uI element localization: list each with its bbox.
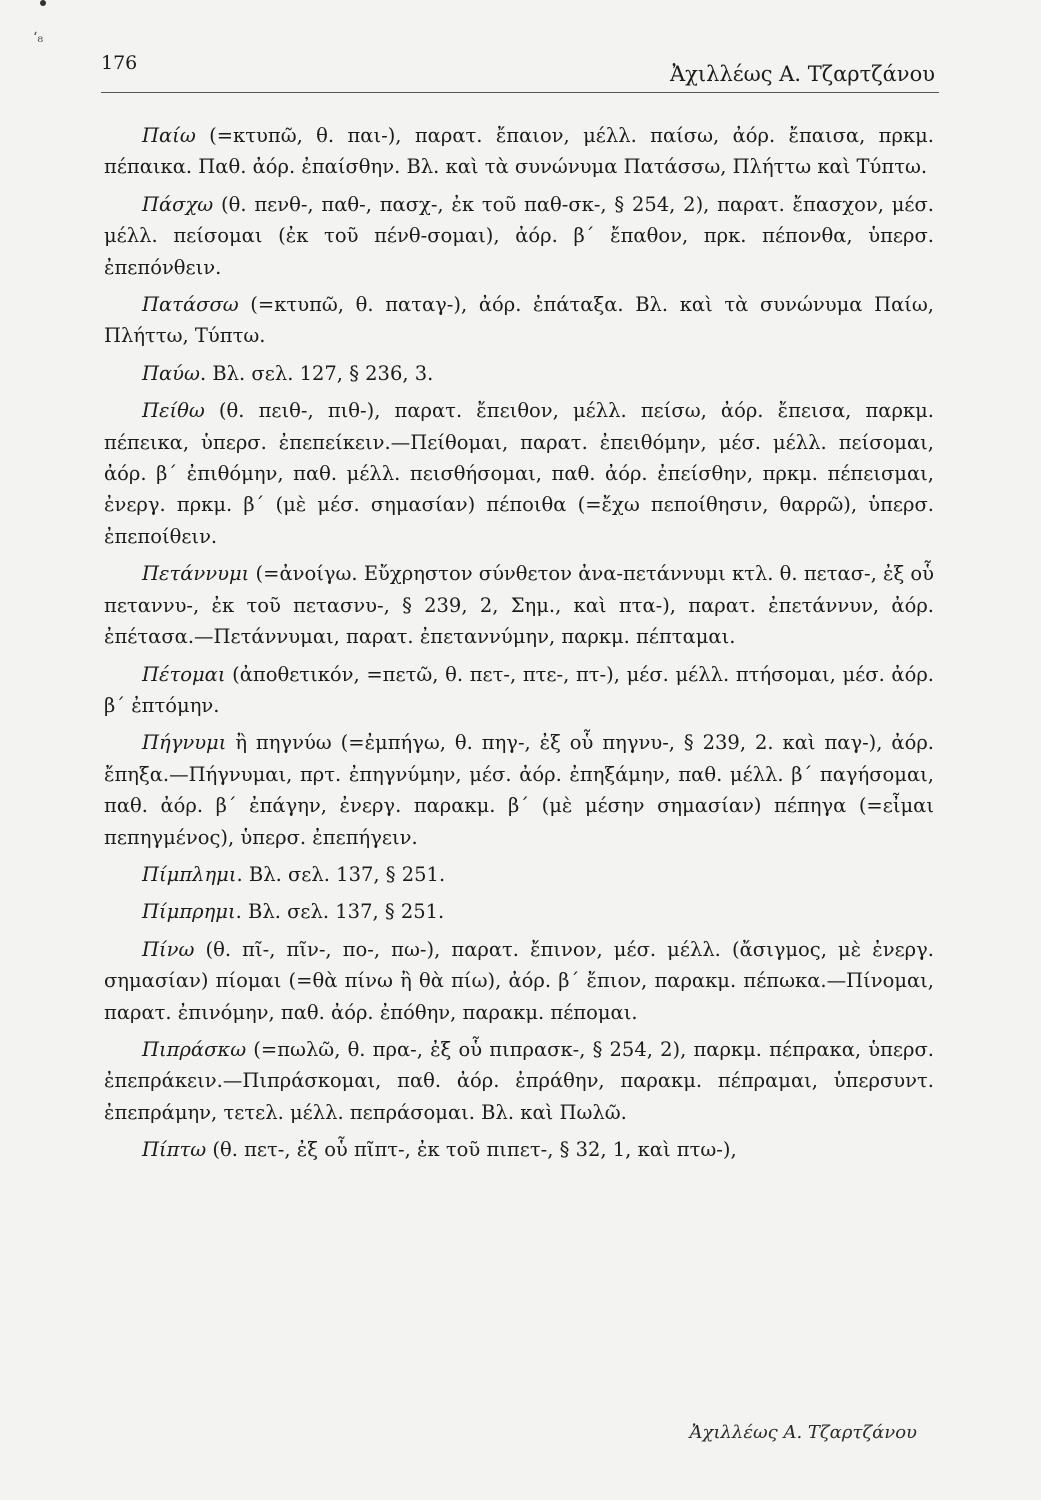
entry-lemma: Πίμπλημι: [142, 862, 237, 886]
entry-text: (θ. πῖ-, πῖν-, πο-, πω-), παρατ. ἔπινον, μέσ. μέλλ. (ἄσιγμος, μὲ ἐνεργ. σημασίαν) πίομαι (=θὰ πίνω ἢ θὰ πίω), ἀόρ. β΄ ἔπιον, παρακμ. πέπωκα.—Πίνομαι, παρατ. ἐπινόμην, παθ. ἀόρ. ἐπόθην, παρακμ. πέπομαι.: [104, 937, 934, 1024]
entry-lemma: Πίνω: [142, 937, 195, 961]
entry: [104, 1134, 934, 1165]
entry-text: (=κτυπῶ, θ. παταγ-), ἀόρ. ἐπάταξα. Βλ. καὶ τὰ συνώνυμα Παίω, Πλήττω, Τύπτω.: [104, 293, 934, 348]
entry: [104, 896, 934, 927]
entry: [104, 659, 934, 722]
entry: [104, 358, 934, 389]
entry-text: . Βλ. σελ. 127, § 236, 3.: [199, 361, 434, 385]
entry: [104, 859, 934, 890]
entry-text: (θ. πειθ-, πιθ-), παρατ. ἔπειθον, μέλλ. πείσω, ἀόρ. ἔπεισα, παρκμ. πέπεικα, ὑπερσ. ἐπεπείκειν.—Πείθομαι, παρατ. ἐπειθόμην, μέσ. μέλλ. πείσομαι, ἀόρ. β΄ ἐπιθόμην, παθ. μέλλ. πεισθήσομαι, παθ. ἀόρ. ἐπείσθην, πρκμ. πέπεισμαι, ἐνεργ. πρκμ. β΄ (μὲ μέσ. σημασίαν) πέποιθα (=ἔχω πεποίθησιν, θαρρῶ), ὑπερσ. ἐπεποίθειν.: [104, 399, 934, 548]
entry-lemma: Πήγνυμι: [142, 731, 227, 755]
entry-text: . Βλ. σελ. 137, § 251.: [236, 862, 446, 886]
corner-mark: ʻ₈: [33, 30, 44, 46]
entry-lemma: Πάσχω: [142, 192, 214, 216]
footer-signature: Ἀχιλλέως Α. Τζαρτζάνου: [689, 1422, 917, 1443]
entry-text: (=πωλῶ, θ. πρα-, ἐξ οὗ πιπρασκ-, § 254, 2), παρκμ. πέπρακα, ὑπερσ. ἐπεπράκειν.—Πιπράσκομαι, παθ. ἀόρ. ἐπράθην, παρακμ. πέπραμαι, ὑπερσυντ. ἐπεπράμην, τετελ. μέλλ. πεπράσομαι. Βλ. καὶ Πωλῶ.: [104, 1037, 934, 1124]
ink-dot: [40, 0, 46, 6]
entry-text: (=κτυπῶ, θ. παι-), παρατ. ἔπαιον, μέλλ. παίσω, ἀόρ. ἔπαισα, πρκμ. πέπαικα. Παθ. ἀόρ. ἐπαίσθην. Βλ. καὶ τὰ συνώνυμα Πατάσσω, Πλήττω καὶ Τύπτω.: [104, 124, 934, 179]
entry-text: (ἀποθετικόν, =πετῶ, θ. πετ-, πτε-, πτ-), μέσ. μέλλ. πτήσομαι, μέσ. ἀόρ. β΄ ἐπτόμην.: [104, 662, 934, 717]
entry-lemma: Πέτομαι: [142, 662, 226, 686]
entry: [104, 558, 934, 652]
page-number: 176: [101, 52, 138, 74]
entry-text: (θ. πενθ-, παθ-, πασχ-, ἐκ τοῦ παθ-σκ-, § 254, 2), παρατ. ἔπασχον, μέσ. μέλλ. πείσομαι (ἐκ τοῦ πένθ-σομαι), ἀόρ. β΄ ἔπαθον, πρκ. πέπονθα, ὑπερσ. ἐπεπόνθειν.: [104, 192, 934, 279]
entry: [104, 395, 934, 552]
entry-text: ἢ πηγνύω (=ἐμπήγω, θ. πηγ-, ἐξ οὗ πηγνυ-, § 239, 2. καὶ παγ-), ἀόρ. ἔπηξα.—Πήγνυμαι, πρτ. ἐπηγνύμην, μέσ. ἀόρ. ἐπηξάμην, παθ. μέλλ. β΄ παγήσομαι, παθ. ἀόρ. β΄ ἐπάγην, ἐνεργ. παρακμ. β΄ (μὲ μέσην σημασίαν) πέπηγα (=εἶμαι πεπηγμένος), ὑπερσ. ἐπεπήγειν.: [104, 731, 934, 849]
running-head: Ἀχιλλέως Α. Τζαρτζάνου: [670, 62, 935, 86]
entry-text: . Βλ. σελ. 137, § 251.: [235, 900, 445, 924]
entry-lemma: Πιπράσκω: [142, 1037, 247, 1061]
entry: [104, 120, 934, 183]
entry-lemma: Πατάσσω: [142, 293, 239, 317]
entry-lemma: Πίπτω: [142, 1138, 207, 1162]
entry-lemma: Παύω: [142, 361, 200, 385]
entry: [104, 289, 934, 352]
entry: [104, 934, 934, 1028]
entry-lemma: Πετάννυμι: [142, 562, 250, 586]
entry: [104, 189, 934, 283]
page-header: [101, 50, 939, 93]
entry: [104, 1034, 934, 1128]
entry-text: (=ἀνοίγω. Εὔχρηστον σύνθετον ἀνα-πετάννυμι κτλ. θ. πετασ-, ἐξ οὗ πεταννυ-, ἐκ τοῦ πετασνυ-, § 239, 2, Σημ., καὶ πτα-), παρατ. ἐπετάννυν, ἀόρ. ἐπέτασα.—Πετάννυμαι, παρατ. ἐπεταννύμην, παρκμ. πέπταμαι.: [104, 562, 934, 649]
dictionary-entries: [104, 120, 934, 1172]
entry-lemma: Παίω: [142, 124, 196, 147]
entry-lemma: Πίμπρημι: [142, 900, 236, 924]
entry-text: (θ. πετ-, ἐξ οὗ πῖπτ-, ἐκ τοῦ πιπετ-, § 32, 1, καὶ πτω-),: [206, 1138, 737, 1162]
entry: [104, 727, 934, 853]
entry-lemma: Πείθω: [142, 399, 205, 423]
